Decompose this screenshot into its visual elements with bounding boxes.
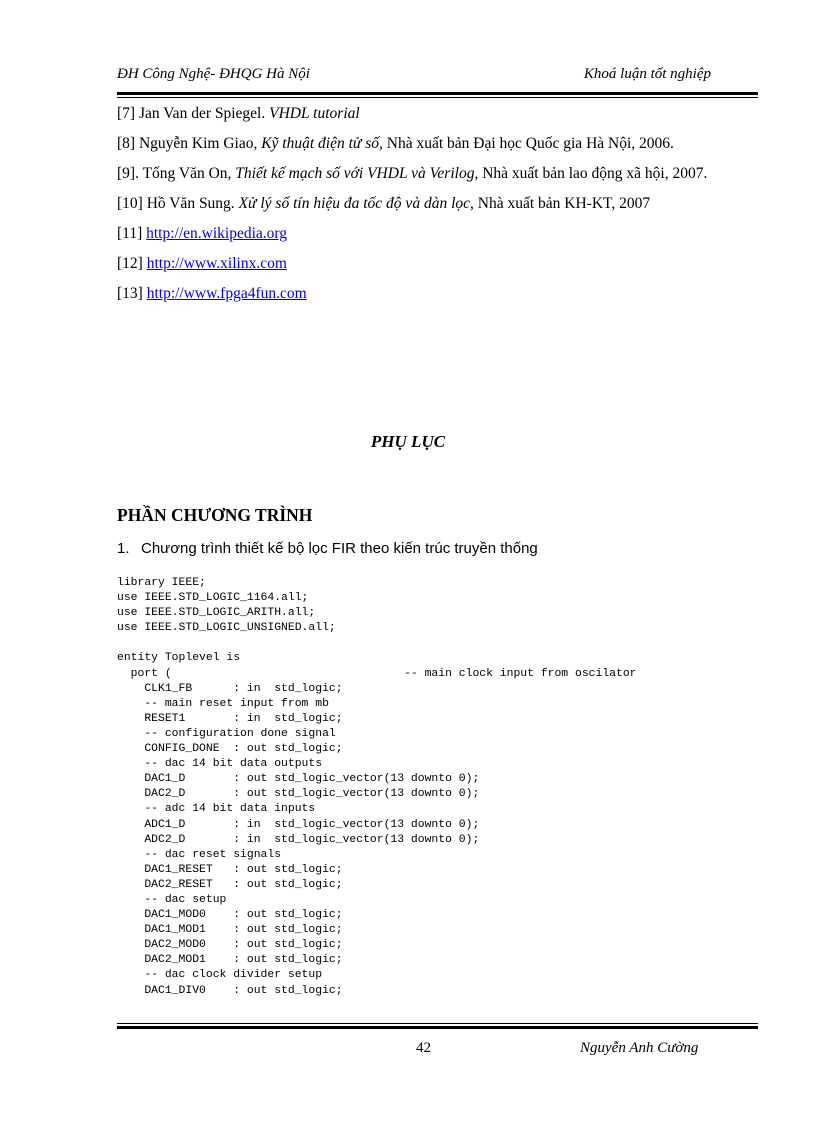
reference-link-fpga4fun[interactable]: http://www.fpga4fun.com [146, 285, 307, 302]
list-item [117, 540, 538, 557]
reference-number: [10] [117, 195, 143, 212]
header-rule-thin [117, 97, 758, 98]
reference-author: Tống Văn On, [142, 165, 232, 182]
reference-publisher: Nhà xuất bản KH-KT, 2007 [477, 195, 651, 212]
footer-rule-thick [117, 1026, 758, 1029]
reference-item [117, 283, 741, 305]
reference-item [117, 253, 741, 275]
reference-list [117, 103, 741, 313]
page-number: 42 [416, 1040, 431, 1056]
reference-author: Nguyễn Kim Giao, [138, 135, 258, 152]
reference-title: Thiết kế mạch số với VHDL và Verilog [235, 165, 475, 182]
reference-number: [11] [117, 225, 143, 242]
reference-number: [13] [117, 285, 143, 302]
list-item-number: 1. [117, 540, 130, 557]
reference-publisher: Nhà xuất bản Đại học Quốc gia Hà Nội, 2006. [386, 135, 674, 152]
reference-item [117, 133, 741, 155]
reference-publisher: , Nhà xuất bản lao động xã hội, 2007. [474, 165, 708, 182]
reference-title: Xử lý số tín hiệu đa tốc độ và dàn lọc, [238, 195, 474, 212]
reference-number: [7] [117, 105, 136, 122]
reference-item [117, 163, 741, 185]
reference-author: Jan Van der Spiegel. [138, 105, 266, 122]
footer-author: Nguyễn Anh Cường [580, 1040, 699, 1056]
reference-author: Hồ Văn Sung. [146, 195, 235, 212]
reference-link-xilinx[interactable]: http://www.xilinx.com [146, 255, 287, 272]
vhdl-code-block: library IEEE; use IEEE.STD_LOGIC_1164.all; use IEEE.STD_LOGIC_ARITH.all; use IEEE.STD_LOGIC_UNSIGNED.all; entity Toplevel is port ( -- main clock input from oscilator CLK1_FB : in std_logic; -- main reset input from mb RESET1 : in std_logic; -- configuration done signal CONFIG_DONE : out std_logic; -- dac 14 bit data outputs DAC1_D : out std_logic_vector(13 downto 0); DAC2_D : out std_logic_vector(13 downto 0); -- adc 14 bit data inputs ADC1_D : in std_logic_vector(13 downto 0); ADC2_D : in std_logic_vector(13 downto 0); -- dac reset signals DAC1_RESET : out std_logic; DAC2_RESET : out std_logic; -- dac setup DAC1_MOD0 : out std_logic; DAC1_MOD1 : out std_logic; DAC2_MOD0 : out std_logic; DAC2_MOD1 : out std_logic; -- dac clock divider setup DAC1_DIV0 : out std_logic; [117, 577, 637, 997]
header-institution: ĐH Công Nghệ- ĐHQG Hà Nội [117, 66, 310, 82]
appendix-title: PHỤ LỤC [370, 432, 446, 451]
footer-rule-thin [117, 1023, 758, 1024]
page-header [117, 66, 757, 88]
reference-item [117, 103, 741, 125]
header-document-type: Khoá luận tốt nghiệp [583, 66, 711, 82]
reference-title: Kỹ thuật điện tử số, [261, 135, 383, 152]
section-title: PHẦN CHƯƠNG TRÌNH [117, 505, 313, 525]
list-item-text: Chương trình thiết kế bộ lọc FIR theo kiến trúc truyền thống [141, 540, 538, 557]
reference-item [117, 223, 741, 245]
reference-number: [8] [117, 135, 136, 152]
reference-number: [12] [117, 255, 143, 272]
reference-link-wikipedia[interactable]: http://en.wikipedia.org [146, 225, 288, 242]
reference-title: VHDL tutorial [269, 105, 360, 122]
reference-item [117, 193, 741, 215]
reference-number: [9]. [117, 165, 139, 182]
